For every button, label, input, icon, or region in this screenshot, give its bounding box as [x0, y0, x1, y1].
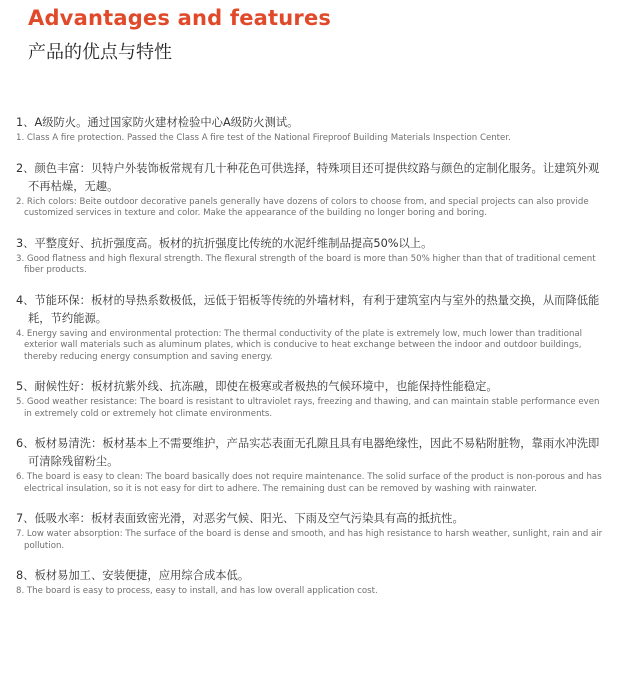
feature-item-5 [16, 378, 610, 420]
feature-item-6 [16, 435, 610, 495]
feature-7-en: 7. Low water absorption: The surface of the board is dense and smooth, and has high resistance to harsh weather, sunlight, rain and air pollution. [16, 529, 603, 551]
feature-8-en: 8. The board is easy to process, easy to install, and has low overall application cost. [16, 586, 378, 596]
feature-2-zh: 2、颜色丰富：贝特户外装饰板常规有几十种花色可供选择，特殊项目还可提供纹路与颜色的定制化服务。让建筑外观不再枯燥，无趣。 [16, 161, 600, 193]
feature-4-zh: 4、节能环保：板材的导热系数极低，远低于铝板等传统的外墙材料，有利于建筑室内与室外的热量交换，从而降低能耗，节约能源。 [16, 293, 600, 325]
feature-item-3 [16, 235, 610, 277]
feature-item-7 [16, 510, 610, 552]
feature-item-1 [16, 114, 610, 145]
feature-7-zh: 7、低吸水率：板材表面致密光滑，对恶劣气候、阳光、下雨及空气污染具有高的抵抗性。 [16, 512, 464, 525]
feature-1-en: 1. Class A fire protection. Passed the Class A fire test of the National Fireproof Building Materials Inspection Center. [16, 133, 511, 143]
feature-item-4 [16, 292, 610, 364]
feature-4-en: 4. Energy saving and environmental protection: The thermal conductivity of the plate is extremely low, much lower than traditional exterior wall materials such as aluminum plates, which is conducive to heat exchange between the indoor and outdoor buildings, thereby reducing energy consumption and saving energy. [16, 328, 583, 362]
page-title-en: Advantages and features [28, 6, 332, 30]
feature-5-en: 5. Good weather resistance: The board is resistant to ultraviolet rays, freezing and thawing, and can maintain stable performance even in extremely cold or extremely hot climate environments. [16, 397, 600, 419]
feature-list [16, 114, 610, 613]
page-title-zh: 产品的优点与特性 [28, 42, 172, 63]
feature-item-8 [16, 567, 610, 598]
feature-1-zh: 1、A级防火。通过国家防火建材检验中心A级防火测试。 [16, 116, 299, 129]
feature-item-2 [16, 160, 610, 220]
feature-5-zh: 5、耐候性好：板材抗紫外线、抗冻融，即使在极寒或者极热的气候环境中，也能保持性能稳定。 [16, 380, 498, 393]
feature-2-en: 2. Rich colors: Beite outdoor decorative panels generally have dozens of colors to choose from, and special projects can also provide customized services in texture and color. Make the appearance of the building no longer boring and boring. [16, 196, 589, 218]
feature-3-zh: 3、平整度好、抗折强度高。板材的抗折强度比传统的水泥纤维制品提高50%以上。 [16, 236, 433, 250]
feature-6-zh: 6、板材易清洗：板材基本上不需要维护，产品实芯表面无孔隙且具有电器绝缘性，因此不易粘附脏物，靠雨水冲洗即可清除残留粉尘。 [16, 437, 600, 468]
feature-3-en: 3. Good flatness and high flexural strength. The flexural strength of the board is more than 50% higher than that of traditional cement fiber products. [16, 253, 596, 275]
feature-8-zh: 8、板材易加工、安装便捷，应用综合成本低。 [16, 569, 250, 582]
feature-6-en: 6. The board is easy to clean: The board basically does not require maintenance. The solid surface of the product is non-porous and has electrical insulation, so it is not easy for dirt to adhere. The remaining dust can be removed by washing with rainwater. [16, 472, 602, 494]
